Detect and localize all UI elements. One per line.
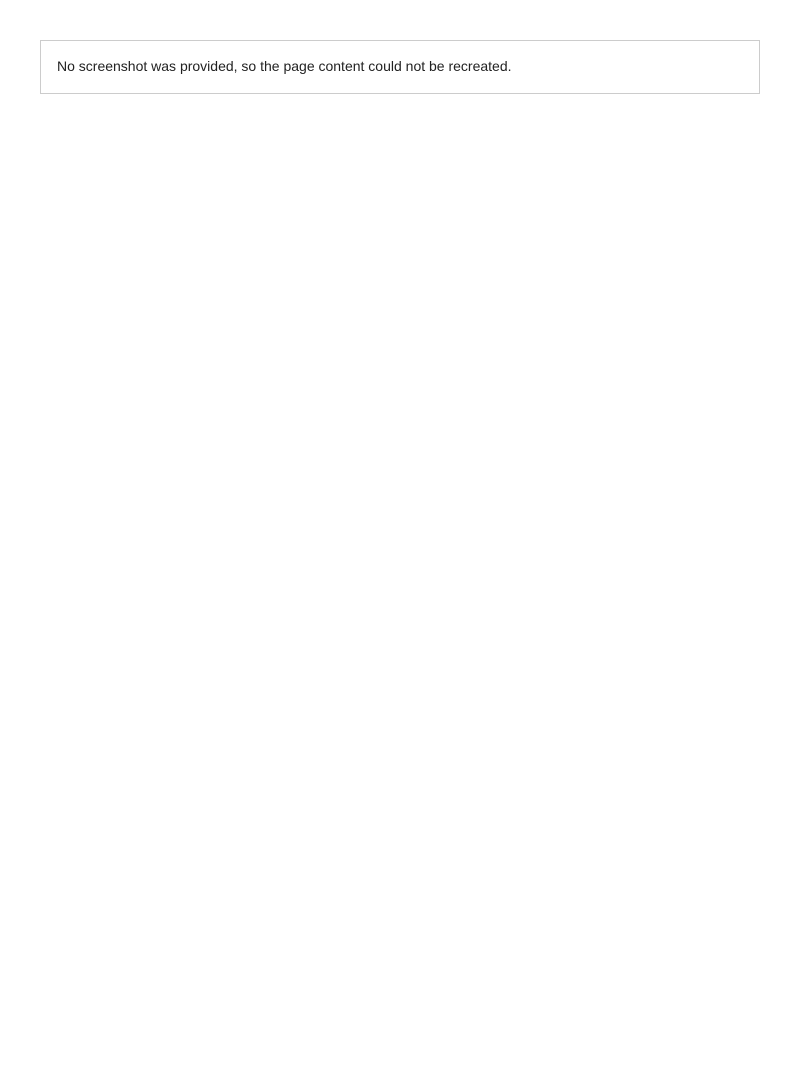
missing-image-notice: No screenshot was provided, so the page content could not be recreated. bbox=[40, 40, 760, 94]
